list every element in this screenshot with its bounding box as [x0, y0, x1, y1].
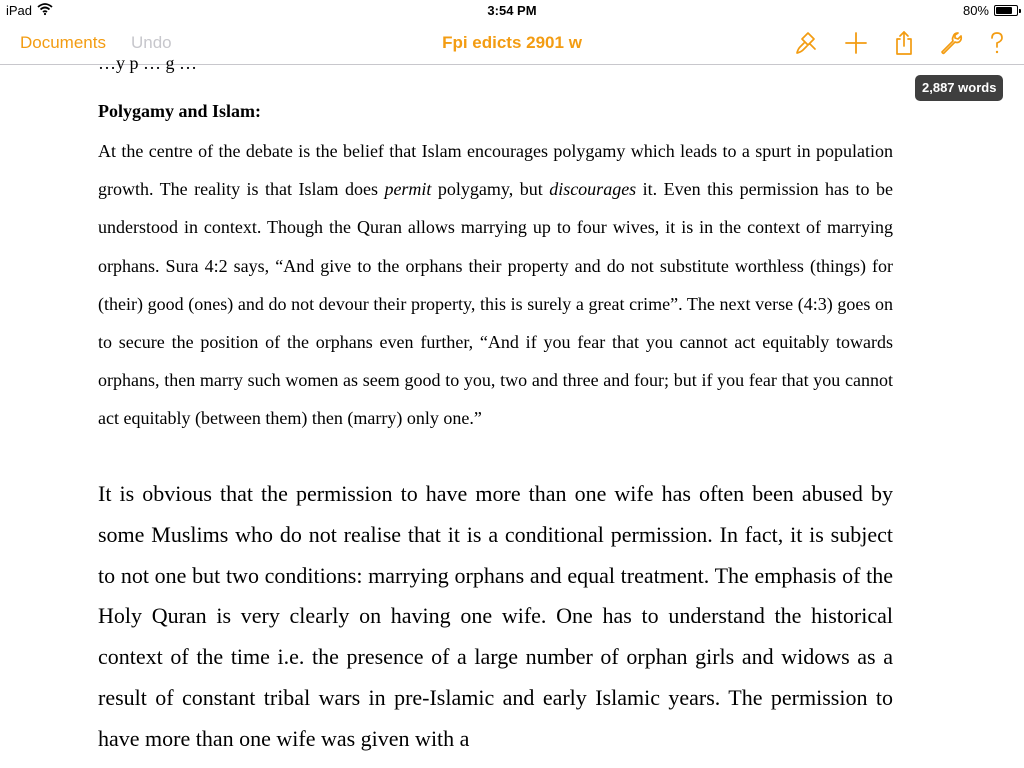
- paragraph-1-text: At the centre of the debate is the belief that Islam encourages polygamy which leads to a spurt in population growth. The reality is that Islam does: [98, 141, 893, 200]
- plus-icon[interactable]: [843, 30, 869, 56]
- status-bar: [0, 0, 1024, 22]
- battery-fill: [996, 7, 1012, 14]
- paintbrush-icon[interactable]: [793, 30, 819, 56]
- paragraph-2: It is obvious that the permission to have more than one wife has often been abused by some Muslims who do not realise that it is a conditional permission. In fact, it is subject to not one but two conditions: marrying orphans and equal treatment. The emphasis of the Holy Quran is very clearly on having one wife. One has to understand the historical context of the time i.e. the presence of a large number of orphan girls and widows as a result of constant tribal wars in pre-Islamic and early Islamic years. The permission to have more than one wife was given with a: [98, 481, 893, 751]
- share-icon[interactable]: [891, 30, 917, 56]
- help-icon[interactable]: [984, 30, 1010, 56]
- status-right: [963, 3, 1018, 18]
- emphasis-discourages: discourages: [549, 179, 637, 200]
- word-count-badge: 2,887 words: [915, 75, 1003, 101]
- document-body[interactable]: [98, 53, 893, 768]
- paragraph-1-text: it. Even this permission has to be understood in context. Though the Quran allows marrying up to four wives, it is in the context of marrying orphans. Sura 4:2 says, “And give to the orphans their property and do not substitute worthless (things) for (their) good (ones) and do not devour their property, this is surely a great crime”. The next verse (4:3) goes on to secure the position of the orphans even further, “And if you fear that you cannot act equitably towards orphans, then marry such women as seem good to you, two and three and four; but if you fear that you cannot act equitably (between them) then (marry) only one.”: [98, 179, 893, 429]
- clipped-text-line: …y p … g …: [98, 53, 197, 73]
- wrench-icon[interactable]: [938, 30, 964, 56]
- emphasis-permit: permit: [384, 179, 432, 200]
- battery-icon: [994, 5, 1018, 16]
- undo-button[interactable]: Undo: [131, 33, 172, 52]
- paragraph-1: [98, 132, 893, 438]
- document-title[interactable]: Fpi edicts 2901 w: [442, 33, 582, 52]
- status-time: 3:54 PM: [487, 3, 537, 18]
- battery-tip: [1019, 9, 1021, 13]
- documents-button[interactable]: Documents: [20, 33, 106, 52]
- paragraph-1-text: polygamy, but: [431, 179, 550, 200]
- battery-percent: 80%: [962, 3, 989, 18]
- device-name: iPad: [6, 3, 33, 18]
- section-heading: Polygamy and Islam:: [98, 101, 262, 121]
